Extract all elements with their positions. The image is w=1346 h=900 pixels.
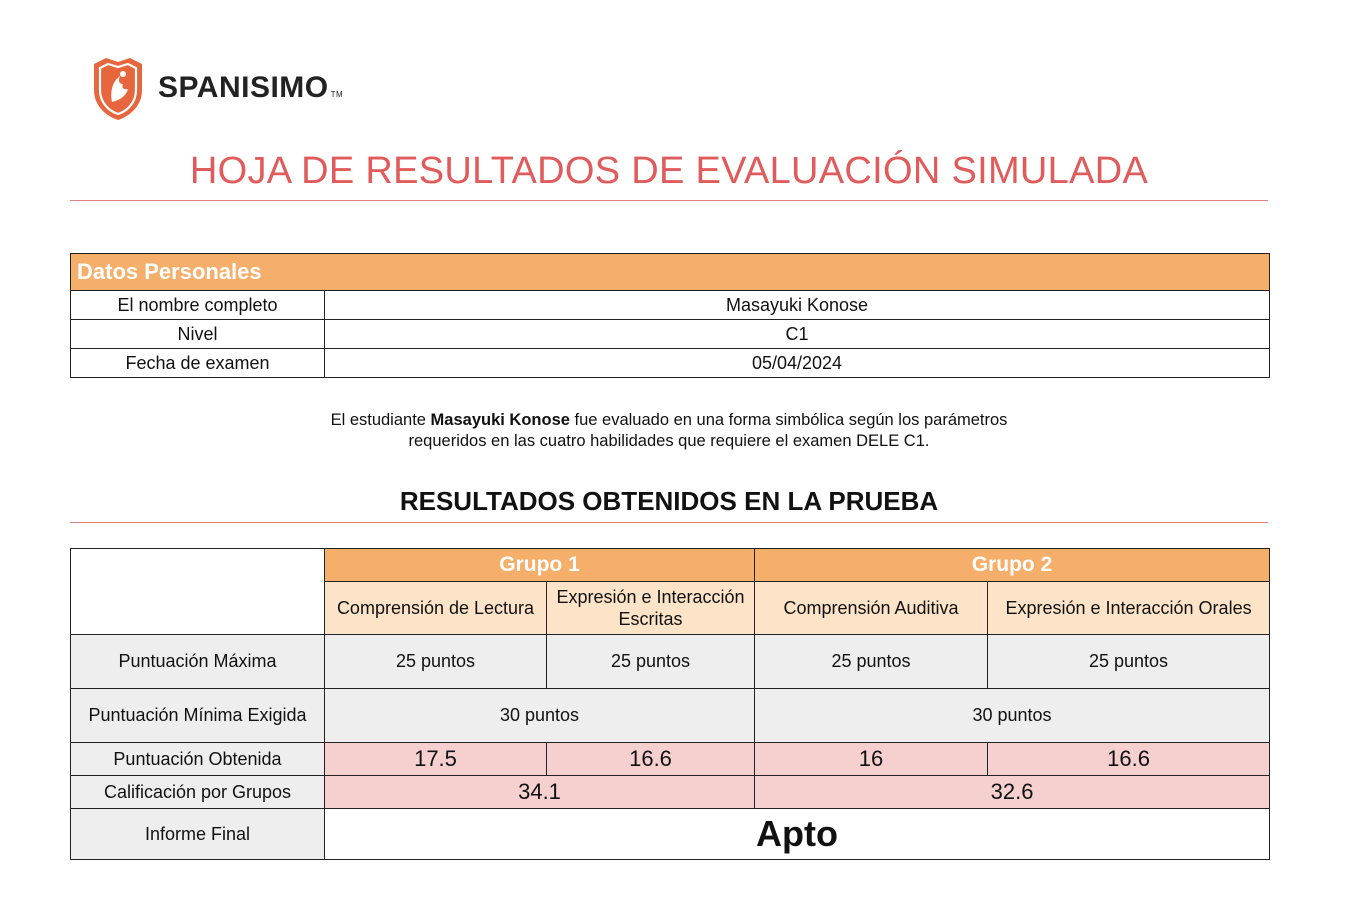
description-line1: fue evaluado en una forma simbólica según los parámetros: [569, 411, 1008, 429]
final-report-label: Informe Final: [71, 809, 325, 860]
min-score-group-1: 30 puntos: [325, 689, 755, 743]
full-name-label: El nombre completo: [71, 291, 325, 320]
max-score-value: 25 puntos: [755, 635, 988, 689]
obtained-score-value: 16: [755, 743, 988, 776]
max-score-label: Puntuación Máxima: [71, 635, 325, 689]
group-2-header: Grupo 2: [755, 549, 1270, 582]
logo: [88, 54, 343, 122]
logo-wordmark: [158, 71, 343, 105]
exam-date-label: Fecha de examen: [71, 349, 325, 378]
table-row: [71, 689, 1270, 743]
page-title: HOJA DE RESULTADOS DE EVALUACIÓN SIMULADA: [189, 150, 1149, 192]
max-score-value: 25 puntos: [547, 635, 755, 689]
group-1-header: Grupo 1: [325, 549, 755, 582]
level-label: Nivel: [71, 320, 325, 349]
final-report-value: Apto: [325, 809, 1270, 860]
skill-speaking: Expresión e Interacción Orales: [988, 582, 1270, 635]
title-divider: [70, 200, 1268, 201]
table-row: [71, 320, 1270, 349]
table-row: [71, 776, 1270, 809]
rooster-shield-icon: [88, 54, 148, 122]
obtained-score-value: 16.6: [988, 743, 1270, 776]
skill-listening: Comprensión Auditiva: [755, 582, 988, 635]
description-prefix: El estudiante: [330, 411, 431, 429]
table-row: [71, 809, 1270, 860]
full-name-value: Masayuki Konose: [325, 291, 1270, 320]
description-line2: requeridos en las cuatro habilidades que requiere el examen DELE C1.: [408, 432, 930, 450]
personal-data-header: Datos Personales: [71, 254, 1270, 291]
logo-tm: TM: [330, 90, 344, 99]
results-table: [70, 548, 1270, 860]
obtained-score-value: 17.5: [325, 743, 547, 776]
max-score-value: 25 puntos: [988, 635, 1270, 689]
obtained-score-label: Puntuación Obtenida: [71, 743, 325, 776]
group-2-grade: 32.6: [755, 776, 1270, 809]
exam-date-value: 05/04/2024: [325, 349, 1270, 378]
min-score-label: Puntuación Mínima Exigida: [71, 689, 325, 743]
empty-corner-cell: [71, 549, 325, 635]
logo-name: SPANISIMO: [158, 71, 329, 104]
skill-reading: Comprensión de Lectura: [325, 582, 547, 635]
obtained-score-value: 16.6: [547, 743, 755, 776]
description-student: Masayuki Konose: [430, 411, 570, 429]
group-grade-label: Calificación por Grupos: [71, 776, 325, 809]
table-row: [71, 635, 1270, 689]
results-title: RESULTADOS OBTENIDOS EN LA PRUEBA: [399, 486, 939, 516]
description: [70, 410, 1268, 452]
table-row: [71, 291, 1270, 320]
table-row: [71, 743, 1270, 776]
personal-data-table: [70, 253, 1270, 378]
skill-writing: Expresión e Interacción Escritas: [547, 582, 755, 635]
level-value: C1: [325, 320, 1270, 349]
group-1-grade: 34.1: [325, 776, 755, 809]
max-score-value: 25 puntos: [325, 635, 547, 689]
table-row: [71, 349, 1270, 378]
min-score-group-2: 30 puntos: [755, 689, 1270, 743]
results-divider: [70, 522, 1268, 523]
